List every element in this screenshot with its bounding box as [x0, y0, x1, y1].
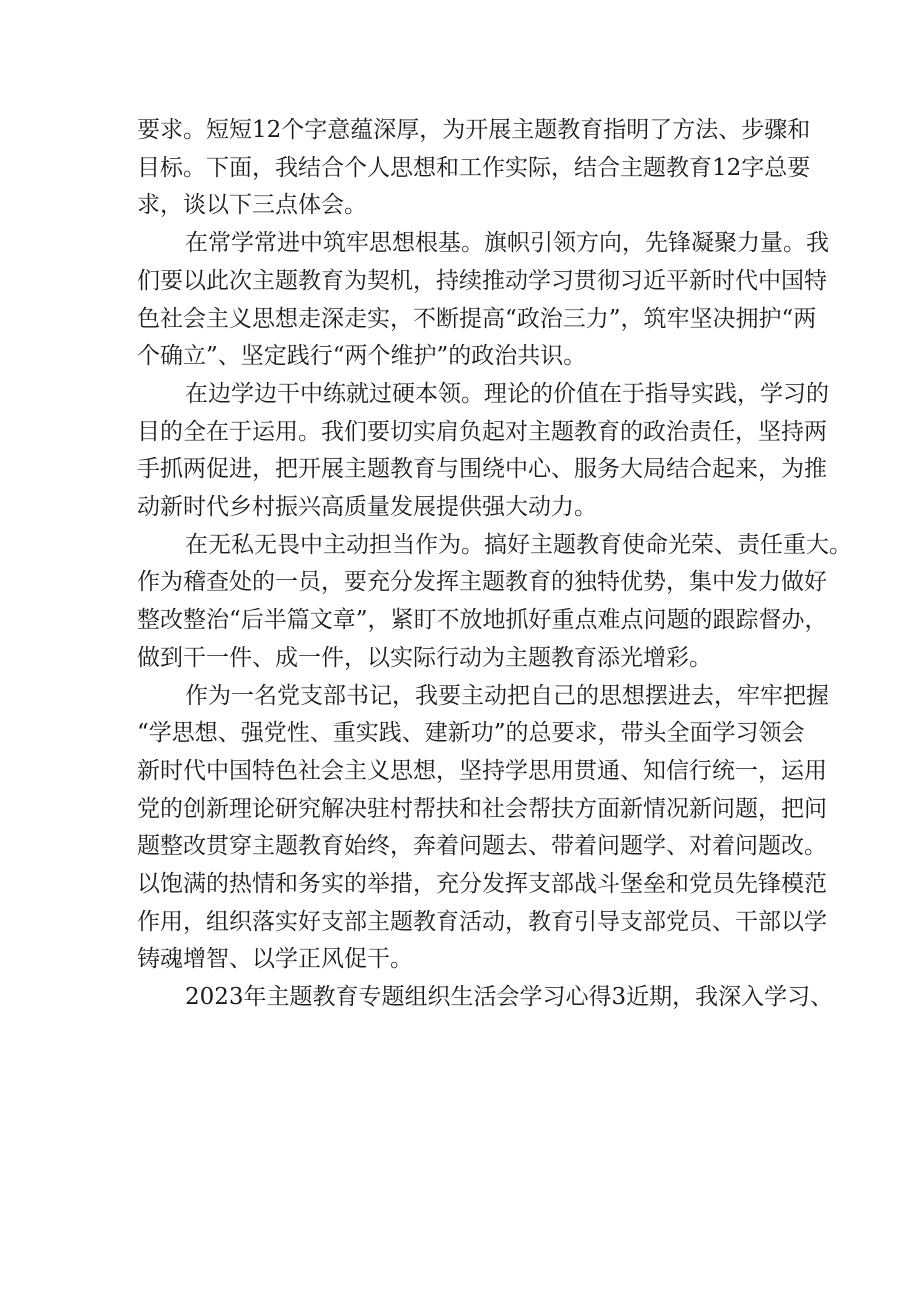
text-line: 铸魂增智、以学正风促干。: [137, 946, 413, 973]
text-line: 求，谈以下三点体会。: [137, 192, 367, 219]
text-line: 在边学边干中练就过硬本领。理论的价值在于指导实践，学习的: [185, 380, 829, 407]
text-line: 动新时代乡村振兴高质量发展提供强大动力。: [137, 494, 597, 521]
text-line: 手抓两促进，把开展主题教育与围绕中心、服务大局结合起来，为推: [137, 456, 827, 483]
text-line: 目标。下面，我结合个人思想和工作实际，结合主题教育12字总要: [137, 154, 811, 181]
paragraph-1: [137, 112, 811, 225]
document-body: [137, 112, 852, 1017]
paragraph-6: [137, 979, 834, 1017]
text-line: 要求。短短12个字意蕴深厚，为开展主题教育指明了方法、步骤和: [137, 117, 811, 143]
paragraph-2: [137, 225, 829, 376]
text-line: 做到干一件、成一件，以实际行动为主题教育添光增彩。: [137, 644, 712, 671]
text-line: 在常学常进中筑牢思想根基。旗帜引领方向，先锋凝聚力量。我: [185, 230, 829, 257]
text-line: 作用，组织落实好支部主题教育活动，教育引导支部党员、干部以学: [137, 908, 827, 935]
text-line: 目的全在于运用。我们要切实肩负起对主题教育的政治责任，坚持两: [137, 418, 827, 445]
text-line: 2023年主题教育专题组织生活会学习心得3近期，我深入学习、: [185, 984, 834, 1011]
text-line: 色社会主义思想走深走实，不断提高“政治三力”，筑牢坚决拥护“两: [137, 305, 817, 332]
text-line: 个确立”、坚定践行“两个维护”的政治共识。: [137, 343, 587, 370]
paragraph-4: [137, 527, 852, 678]
paragraph-5: [137, 678, 829, 980]
text-line: “学思想、强党性、重实践、建新功”的总要求，带头全面学习领会: [137, 720, 805, 747]
text-line: 作为一名党支部书记，我要主动把自己的思想摆进去，牢牢把握: [185, 682, 829, 709]
text-line: 在无私无畏中主动担当作为。搞好主题教育使命光荣、责任重大。: [185, 531, 852, 558]
text-line: 党的创新理论研究解决驻村帮扶和社会帮扶方面新情况新问题，把问: [137, 795, 827, 822]
text-line: 整改整治“后半篇文章”，紧盯不放地抓好重点难点问题的跟踪督办，: [137, 607, 828, 634]
paragraph-3: [137, 376, 829, 527]
text-line: 新时代中国特色社会主义思想，坚持学思用贯通、知信行统一，运用: [137, 757, 827, 784]
text-line: 们要以此次主题教育为契机，持续推动学习贯彻习近平新时代中国特: [137, 267, 827, 294]
text-line: 以饱满的热情和务实的举措，充分发挥支部战斗堡垒和党员先锋模范: [137, 871, 827, 898]
text-line: 作为稽查处的一员，要充分发挥主题教育的独特优势，集中发力做好: [137, 569, 827, 596]
text-line: 题整改贯穿主题教育始终，奔着问题去、带着问题学、对着问题改。: [137, 833, 827, 860]
